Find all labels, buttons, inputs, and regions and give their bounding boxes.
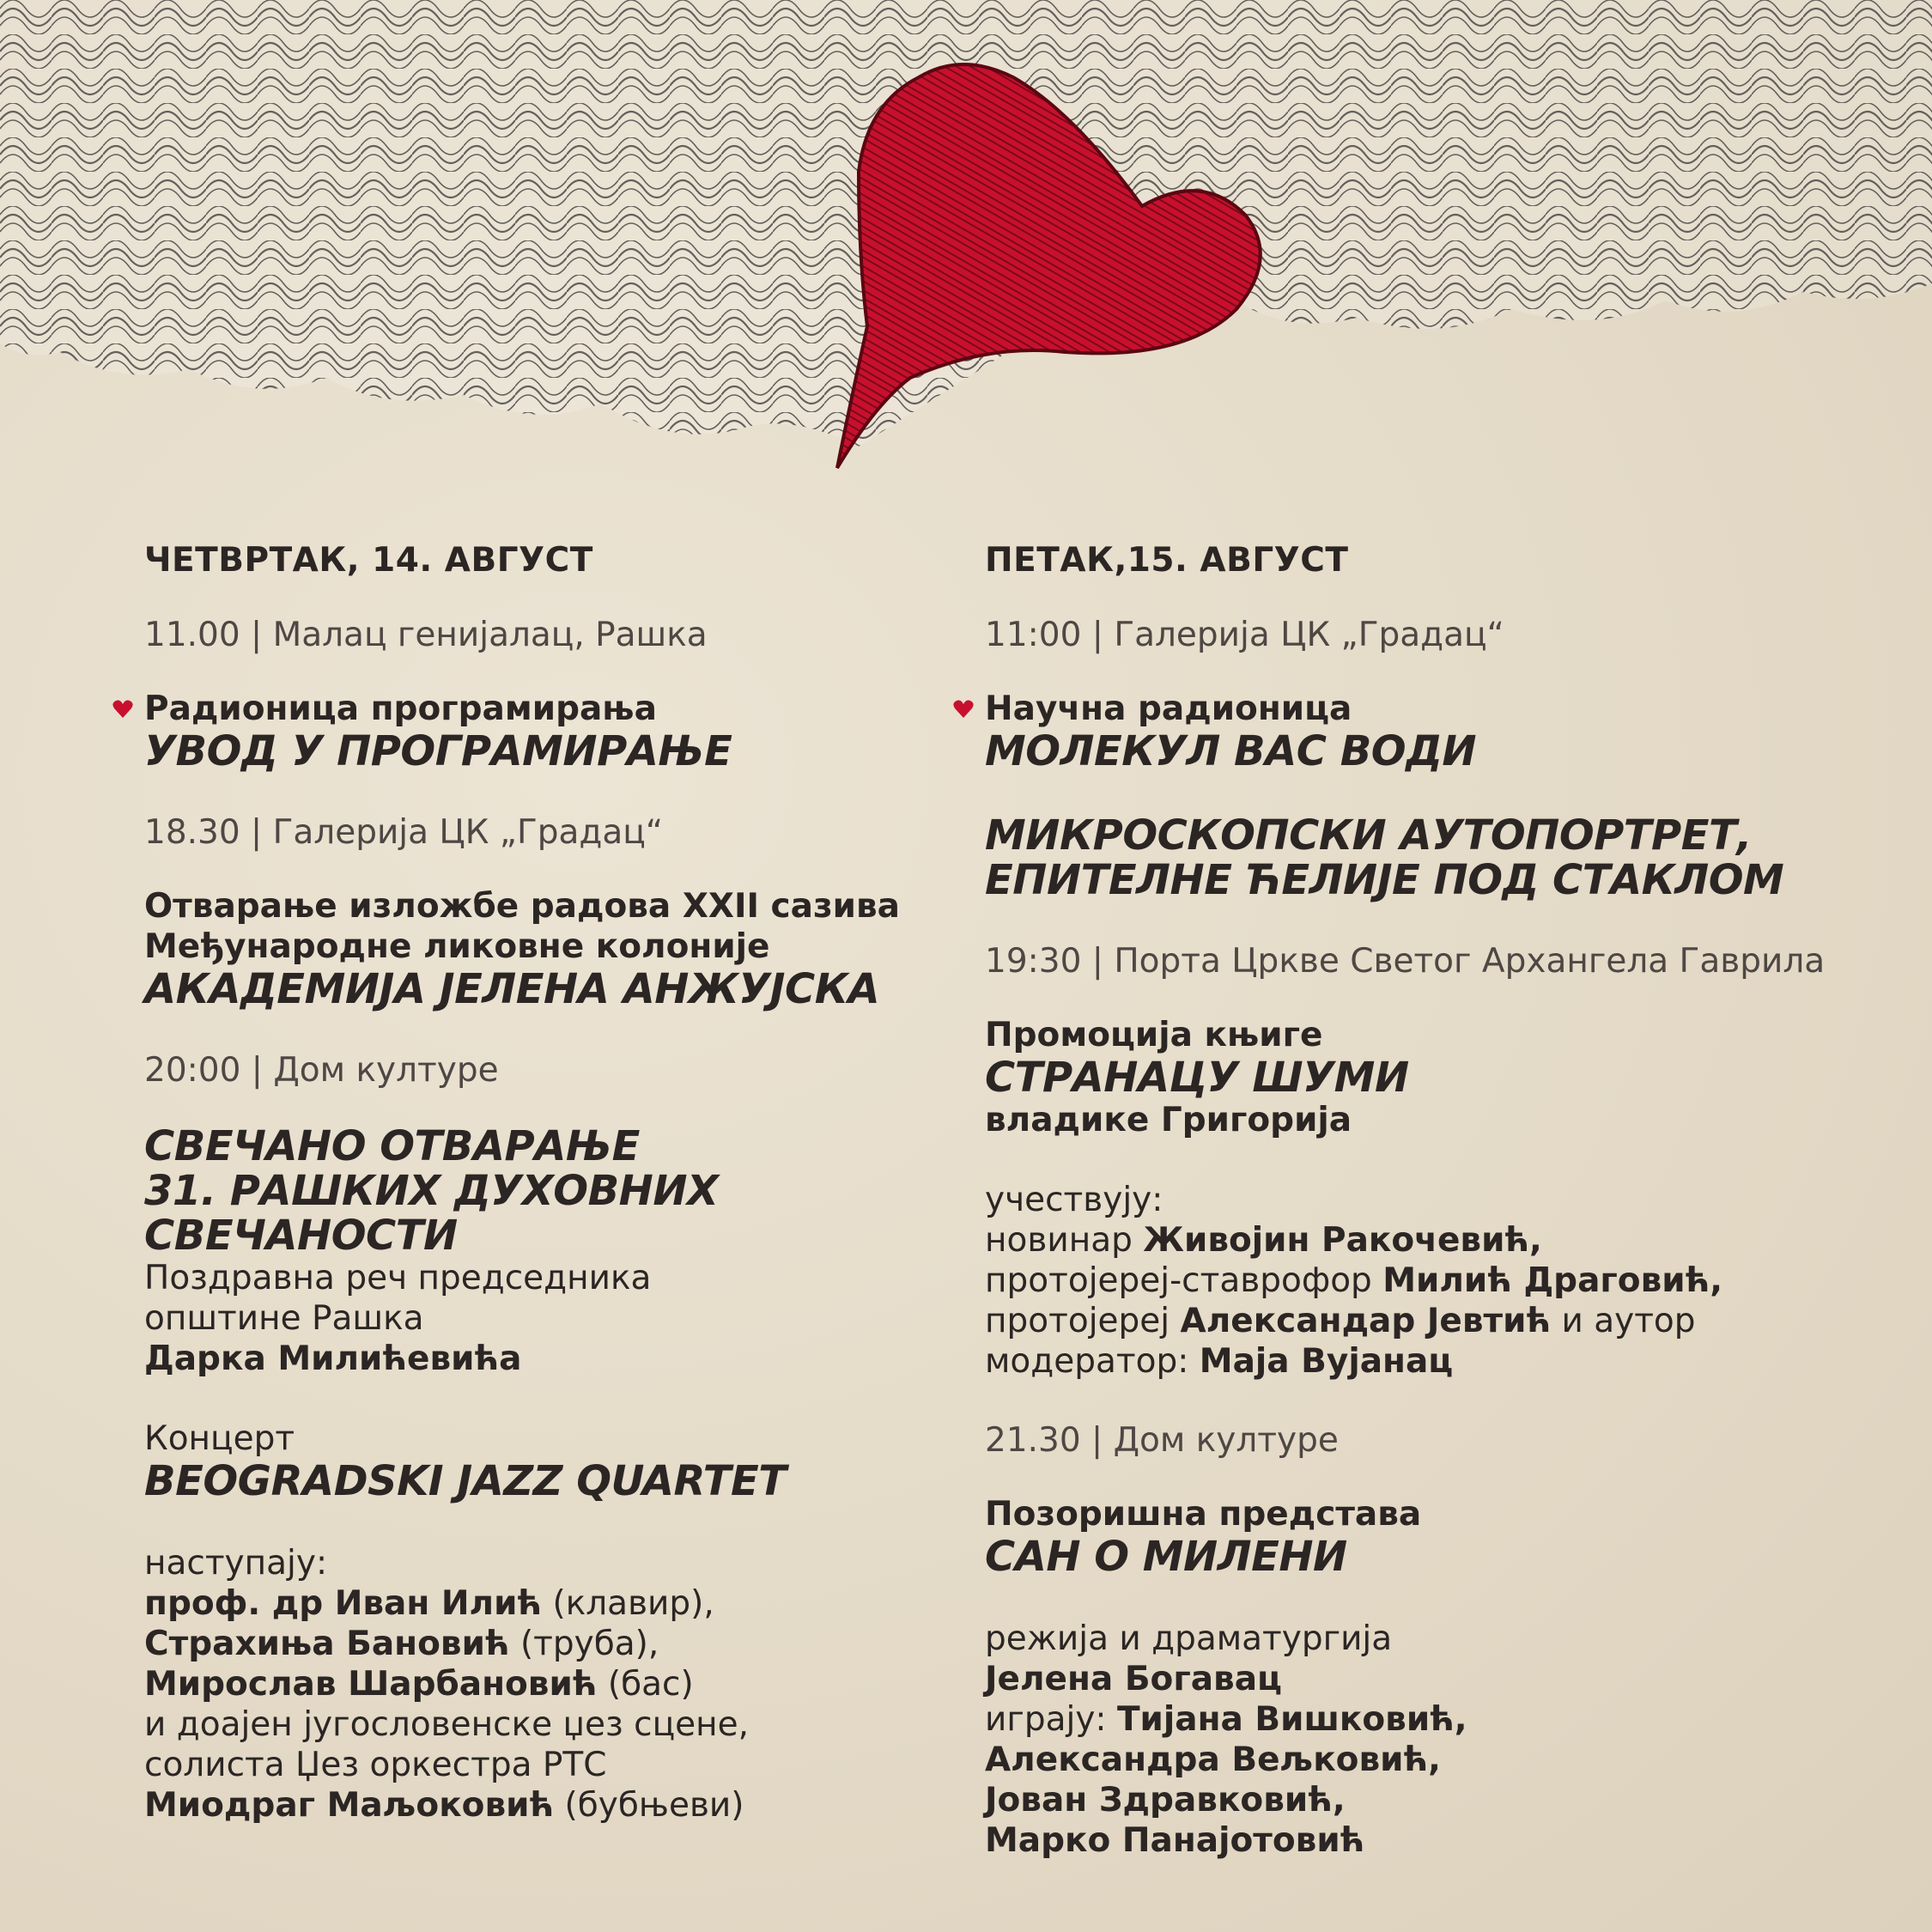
day-heading-friday: ПЕТАК,15. АВГУСТ [985, 541, 1349, 580]
event-time: 18.30 | Галерија ЦК „Градац“ [144, 813, 664, 852]
event-block [985, 1015, 1895, 1382]
event-title: МИКРОСКОПСКИ АУТОПОРТРЕТ, [985, 811, 1752, 860]
cast-line [985, 1699, 1895, 1740]
greeting-line: општине Рашка [144, 1299, 424, 1338]
event-title: УВОД У ПРОГРАМИРАЊЕ [144, 727, 732, 775]
performer-line [144, 1583, 917, 1624]
participant-line [985, 1341, 1895, 1382]
event-title: СТРАНАЦУ ШУМИ [985, 1054, 1409, 1102]
performer-name: Страхиња Бановић [144, 1625, 510, 1663]
performer-role: (бубњеви) [554, 1786, 744, 1825]
event-time: 19:30 | Порта Цркве Светог Архангела Гаврила [985, 942, 1826, 981]
performer-line [144, 1624, 917, 1664]
event-title: ЕПИТЕЛНЕ ЋЕЛИЈЕ ПОД СТАКЛОМ [985, 856, 1784, 904]
concert-title: BEOGRADSKI JAZZ QUARTET [144, 1457, 787, 1505]
event-subtitle: Међународне ликовне колоније [144, 927, 770, 966]
participant-role: протојереј [985, 1302, 1181, 1340]
heart-bullet-icon [112, 697, 134, 720]
event-subtitle: Научна радионица [985, 690, 1352, 728]
participants-label: учествују: [985, 1181, 1163, 1219]
book-author: владике Григорија [985, 1101, 1352, 1139]
participant-name: Маја Вујанац [1199, 1342, 1454, 1381]
performer-role: (клавир), [542, 1584, 714, 1623]
event-subtitle: Отварање изложбе радова XXII сазива [144, 887, 900, 926]
participant-name: Александар Јевтић [1180, 1302, 1552, 1340]
greeting-name: Дарка Милићевића [144, 1340, 522, 1378]
cast-name: Јован Здравковић, [985, 1781, 1346, 1820]
director-name: Јелена Богавац [985, 1660, 1282, 1698]
performer-line: и доајен југословенске џез сцене, [144, 1705, 750, 1744]
event-title: АКАДЕМИЈА ЈЕЛЕНА АНЖУЈСКА [144, 965, 880, 1013]
event-block [144, 886, 917, 1012]
event-block [144, 689, 917, 774]
event-time: 20:00 | Дом културе [144, 1051, 499, 1090]
performer-line [144, 1664, 917, 1704]
event-time: 11.00 | Малац генијалац, Рашка [144, 616, 708, 654]
performer-role: (бас) [597, 1665, 694, 1704]
event-block [144, 1124, 917, 1826]
event-block [985, 1494, 1895, 1861]
participant-line [985, 1301, 1895, 1341]
performer-name: Мирослав Шарбановић [144, 1665, 598, 1704]
performer-role: (труба), [509, 1625, 659, 1663]
right-column [985, 541, 1895, 1900]
day-heading-thursday: ЧЕТВРТАК, 14. АВГУСТ [144, 541, 593, 580]
performer-line: солиста Џез оркестра РТС [144, 1746, 607, 1784]
cast-name: Марко Панајотовић [985, 1821, 1365, 1860]
greeting-line: Поздравна реч председника [144, 1259, 652, 1297]
event-title: МОЛЕКУЛ ВАС ВОДИ [985, 727, 1477, 775]
cast-label: играју: [985, 1700, 1117, 1739]
participant-role: протојереј-ставрофор [985, 1261, 1383, 1300]
concert-label: Концерт [144, 1419, 295, 1458]
performers-label: наступају: [144, 1544, 328, 1583]
event-subtitle: Промоција књиге [985, 1016, 1323, 1054]
left-column [144, 541, 917, 1865]
event-time: 11:00 | Галерија ЦК „Градац“ [985, 616, 1504, 654]
event-title: СВЕЧАНО ОТВАРАЊЕ [144, 1122, 640, 1170]
participant-suffix: и аутор [1551, 1302, 1696, 1340]
participant-line [985, 1220, 1895, 1261]
event-title: САН О МИЛЕНИ [985, 1533, 1347, 1581]
event-title: 31. РАШКИХ ДУХОВНИХ СВЕЧАНОСТИ [144, 1167, 719, 1260]
director-label: режија и драматургија [985, 1619, 1393, 1658]
participant-role: новинар [985, 1221, 1144, 1260]
participant-name: Милић Драговић, [1382, 1261, 1723, 1300]
performer-name: проф. др Иван Илић [144, 1584, 543, 1623]
cast-name: Александра Вељковић, [985, 1741, 1441, 1779]
participant-line [985, 1261, 1895, 1301]
event-time: 21.30 | Дом културе [985, 1421, 1339, 1460]
hair-heart-illustration [0, 0, 1932, 481]
participant-role: модератор: [985, 1342, 1200, 1381]
cast-name: Тијана Вишковић, [1116, 1700, 1467, 1739]
participant-name: Живојин Ракочевић, [1143, 1221, 1542, 1260]
event-subtitle: Радионица програмирања [144, 690, 657, 728]
performer-name: Миодраг Маљоковић [144, 1786, 555, 1825]
event-subtitle: Позоришна представа [985, 1495, 1422, 1534]
event-block [985, 689, 1895, 902]
heart-bullet-icon [952, 697, 975, 720]
performer-line [144, 1785, 917, 1826]
